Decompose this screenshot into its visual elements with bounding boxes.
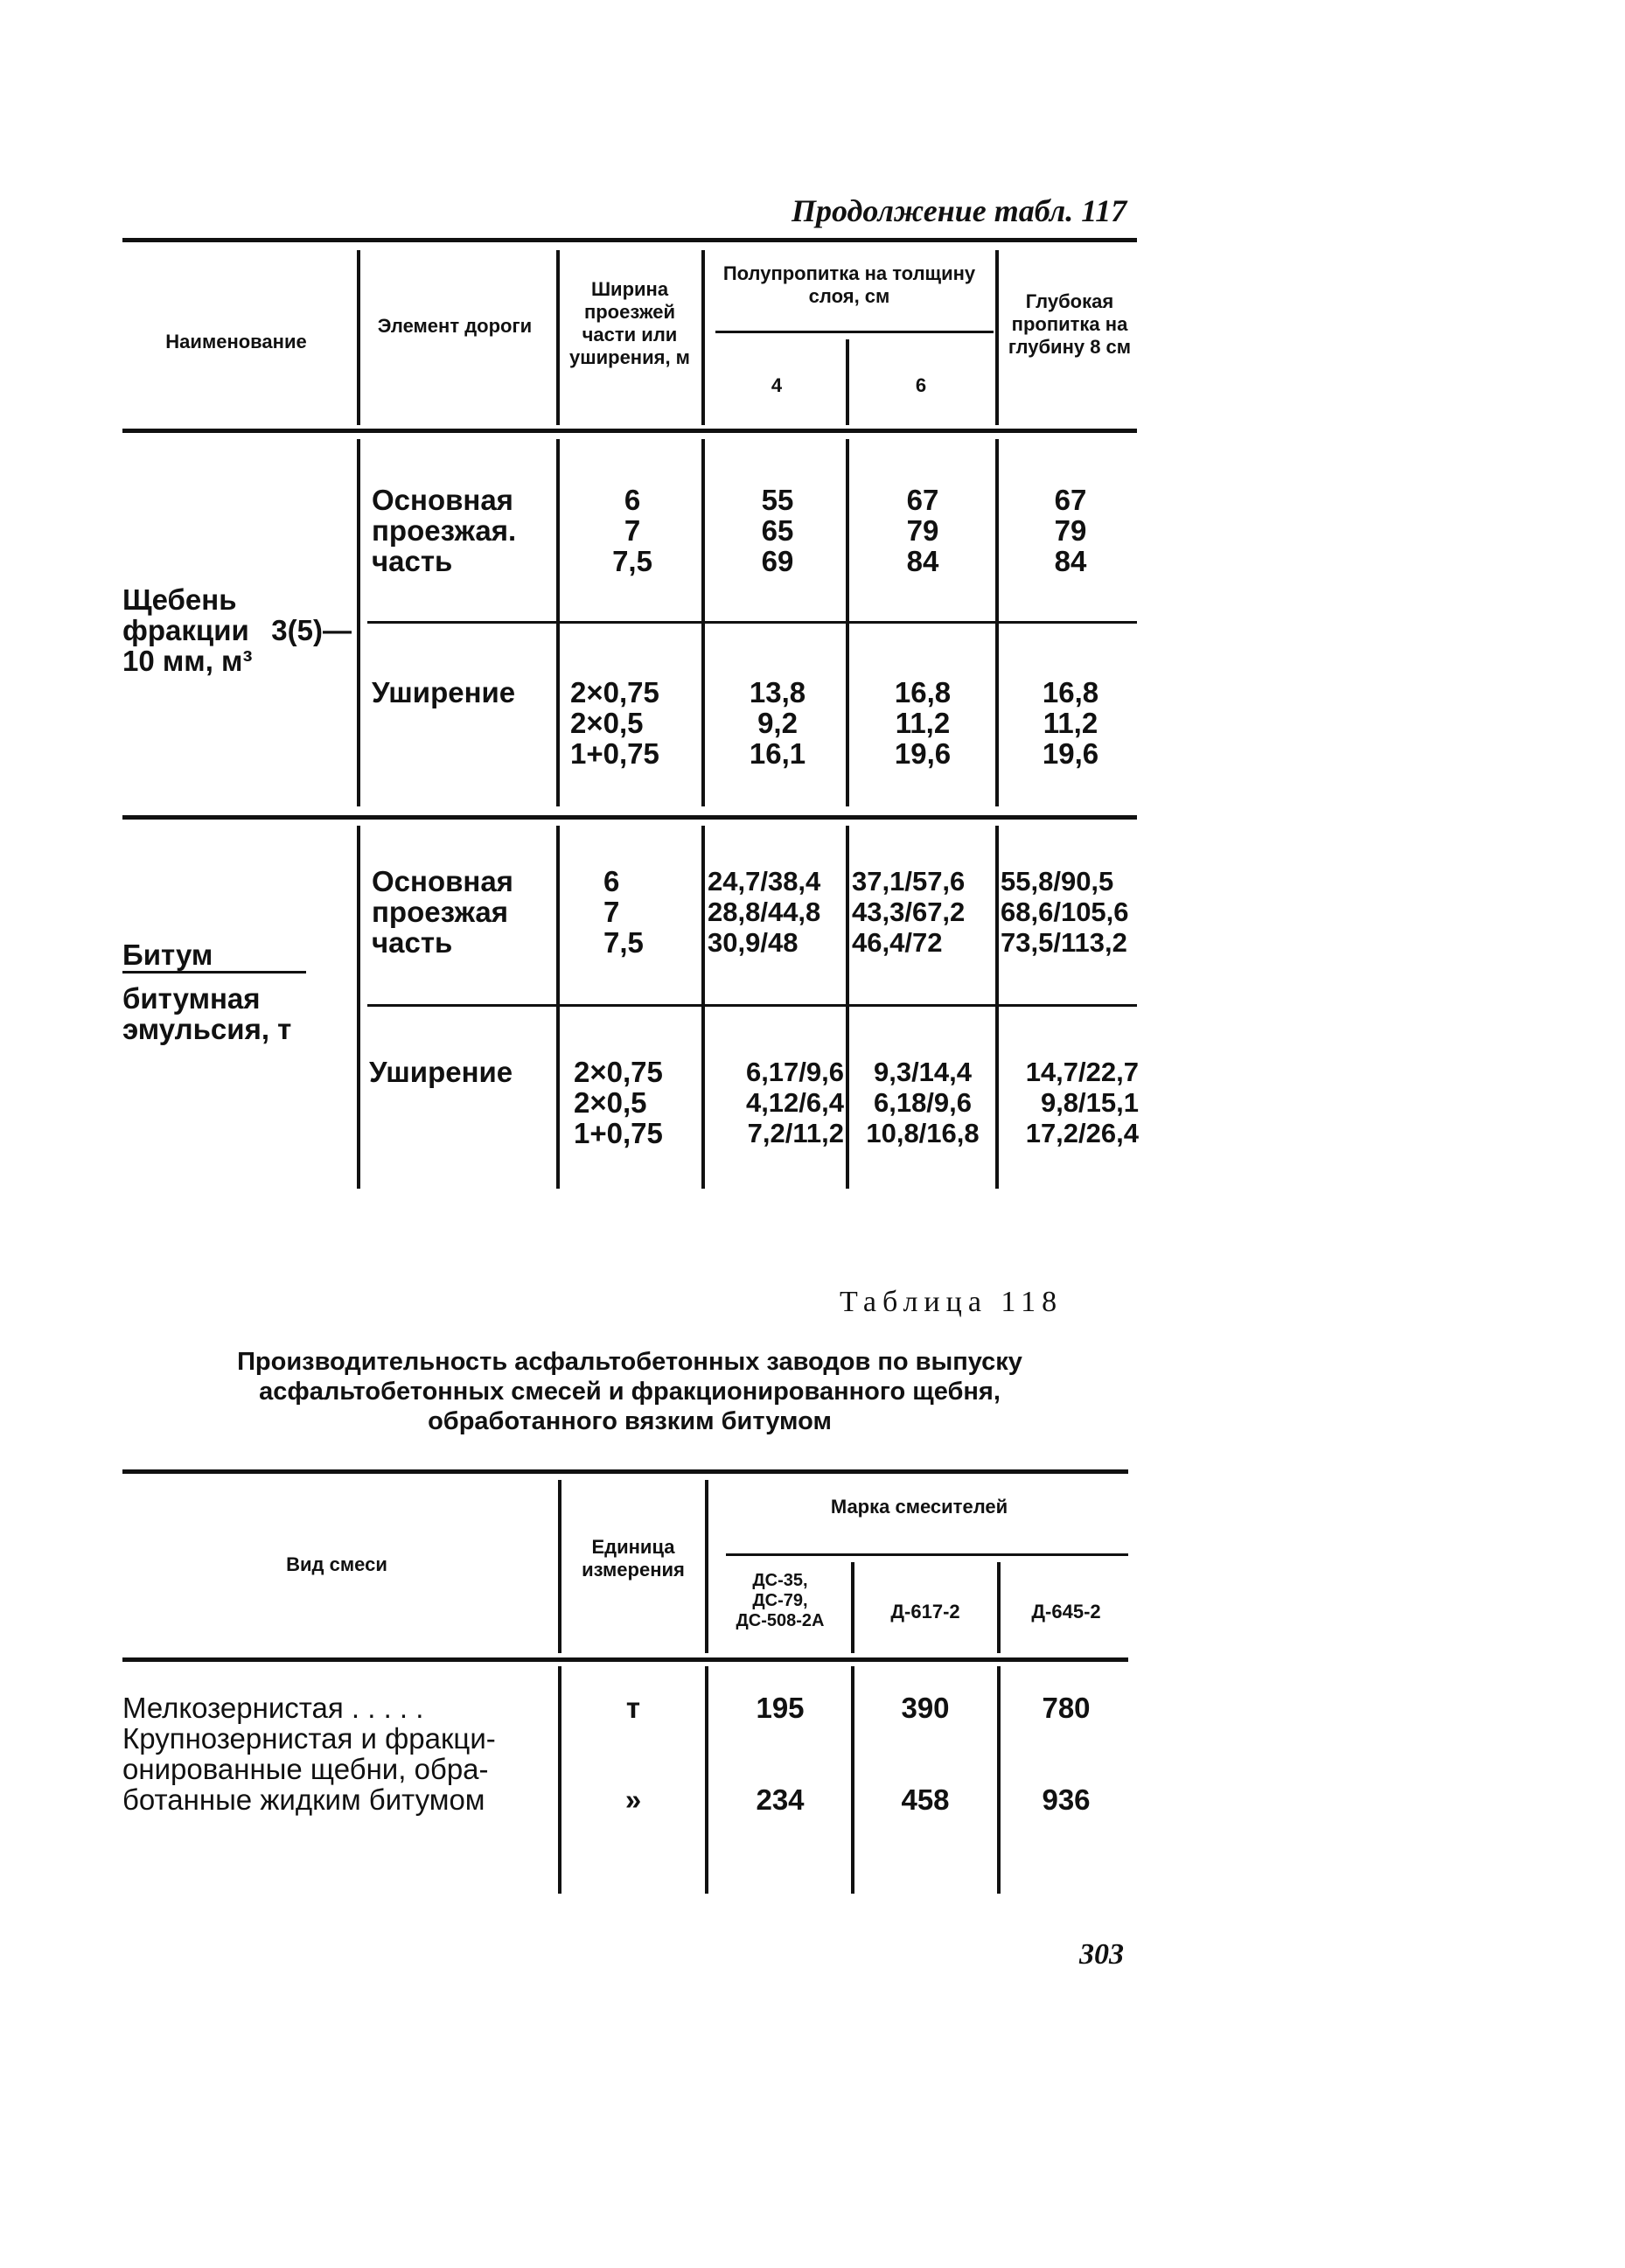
mix-row-fine: Мелкозернистая . . . . .: [122, 1692, 424, 1724]
t118-header-rule: [122, 1657, 1128, 1662]
t117-vline: [357, 826, 360, 1189]
header-mixer-d617: Д-617-2: [890, 1601, 960, 1622]
mix-row-coarse: Крупнозернистая и фракци- онированные щебни, обра- ботанные жидким битумом: [122, 1722, 496, 1816]
t117-vline: [357, 250, 360, 425]
d617-value: 390: [901, 1692, 950, 1724]
t117-header-rule: [122, 429, 1137, 433]
t117-group2-split-rule: [367, 1004, 1137, 1007]
t118-vline: [558, 1666, 561, 1894]
semi4-values: 6,17/9,6 4,12/6,4 7,2/11,2: [745, 1057, 844, 1148]
table-117-caption: Продолжение табл. 117: [792, 193, 1127, 228]
table-118-label: Таблица 118: [840, 1286, 1064, 1318]
deep-values: 67 79 84: [1054, 484, 1087, 577]
t117-vline: [995, 439, 999, 806]
header-deep-impregnation: Глубокая пропитка на глубину 8 см: [1008, 290, 1132, 358]
header-mixer-ds: ДС-35, ДС-79, ДС-508-2А: [736, 1571, 825, 1630]
d645-value: 780: [1042, 1692, 1091, 1724]
t117-vline: [995, 250, 999, 425]
header-semi-impregnation: Полупропитка на толщину слоя, см: [722, 262, 976, 307]
t118-top-rule: [122, 1469, 1128, 1474]
t117-vline: [556, 439, 560, 806]
deep-values: 16,8 11,2 19,6: [1042, 676, 1099, 770]
t118-vline: [705, 1480, 708, 1653]
page-number: 303: [1079, 1938, 1124, 1971]
element-main-carriageway: Основная проезжая. часть: [372, 484, 517, 577]
header-width: Ширина проезжей части или уширения, м: [569, 278, 690, 368]
t117-vline: [701, 439, 705, 806]
ds-value: 195: [756, 1692, 805, 1724]
deep-values: 55,8/90,5 68,6/105,6 73,5/113,2: [1001, 866, 1129, 958]
bitum-underline: [122, 971, 306, 973]
header-mix-type: Вид смеси: [286, 1553, 387, 1575]
width-values: 6 7 7,5: [612, 484, 652, 577]
header-mixer-d645: Д-645-2: [1031, 1601, 1101, 1622]
t118-subheader-rule: [726, 1553, 1128, 1556]
width-values: 2×0,75 2×0,5 1+0,75: [570, 676, 659, 770]
header-mixer-brand: Марка смесителей: [830, 1496, 1008, 1518]
d617-value: 458: [901, 1783, 950, 1816]
t118-vline: [851, 1562, 854, 1653]
t117-vline: [357, 439, 360, 806]
t117-vline: [846, 439, 849, 806]
t118-vline: [851, 1666, 854, 1894]
t117-vline: [995, 826, 999, 1189]
element-main-carriageway: Основная проезжая часть: [372, 865, 513, 959]
header-semi-6: 6: [915, 374, 927, 396]
t117-vline: [556, 826, 560, 1189]
t117-group-rule: [122, 815, 1137, 820]
semi6-values: 9,3/14,4 6,18/9,6 10,8/16,8: [866, 1057, 980, 1148]
t117-vline: [701, 250, 705, 425]
group-name-crushed-stone: Щебень фракции 3(5)—10 мм, м³: [122, 583, 352, 677]
table-118-title: Производительность асфальтобетонных заводов по выпуску асфальтобетонных смесей и фракционированного щебня, обработанного вязким битумом: [237, 1348, 1022, 1435]
semi4-values: 55 65 69: [761, 484, 794, 577]
t118-vline: [997, 1562, 1001, 1653]
t117-vline: [846, 339, 849, 425]
semi4-values: 24,7/38,4 28,8/44,8 30,9/48: [708, 866, 821, 958]
ds-value: 234: [756, 1783, 805, 1816]
header-semi-4: 4: [771, 374, 783, 396]
element-widening: Уширение: [369, 1056, 513, 1088]
header-element: Элемент дороги: [377, 315, 533, 337]
unit-value: »: [624, 1783, 642, 1816]
t118-vline: [705, 1666, 708, 1894]
semi6-values: 37,1/57,6 43,3/67,2 46,4/72: [852, 866, 966, 958]
group-name-bitumen: Битум: [122, 939, 213, 971]
t117-top-rule: [122, 238, 1137, 242]
t117-group1-split-rule: [367, 621, 1137, 624]
header-name: Наименование: [165, 331, 307, 352]
width-values: 6 7 7,5: [603, 865, 644, 959]
unit-value: т: [625, 1692, 641, 1724]
semi4-values: 13,8 9,2 16,1: [749, 676, 806, 770]
t118-vline: [997, 1666, 1001, 1894]
d645-value: 936: [1042, 1783, 1091, 1816]
header-unit: Единица измерения: [582, 1536, 685, 1581]
element-widening: Уширение: [372, 676, 516, 708]
t117-subheader-rule: [715, 331, 994, 333]
t118-vline: [558, 1480, 561, 1653]
width-values: 2×0,75 2×0,5 1+0,75: [574, 1056, 663, 1149]
semi6-values: 67 79 84: [906, 484, 939, 577]
t117-vline: [846, 826, 849, 1189]
group-name-bitumen-emulsion: битумная эмульсия, т: [122, 982, 292, 1045]
deep-values: 14,7/22,7 9,8/15,1 17,2/26,4: [1025, 1057, 1139, 1148]
semi6-values: 16,8 11,2 19,6: [894, 676, 952, 770]
